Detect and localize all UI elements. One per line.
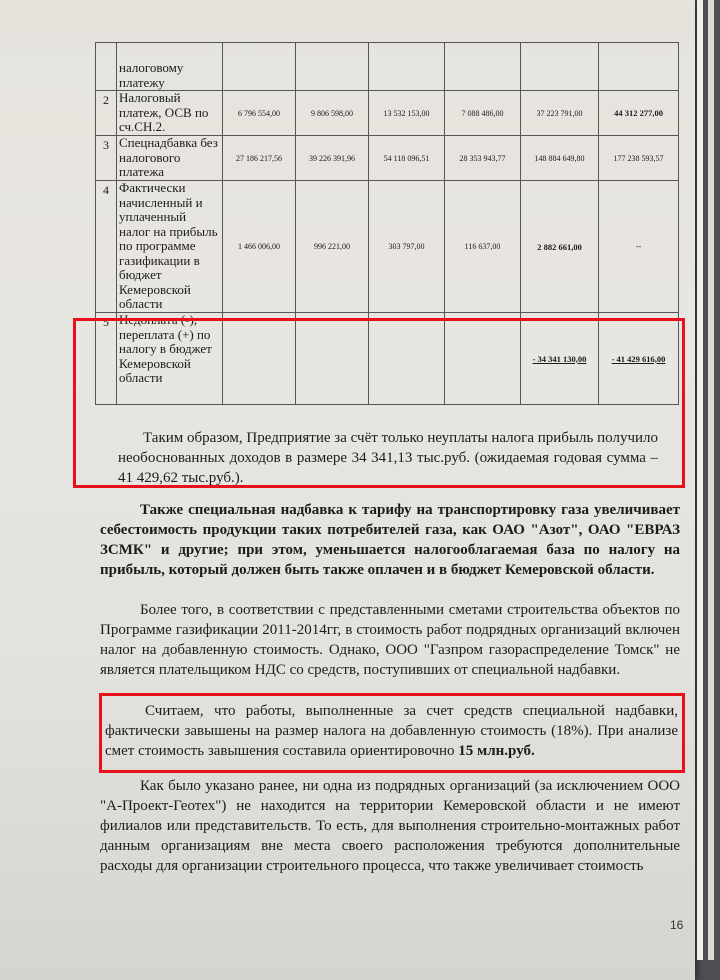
table-cell: 39 226 391,96 (296, 136, 369, 181)
row-index: 5 (96, 313, 117, 405)
row-name: Недоплата (-), переплата (+) по налогу в бюджет Кемеровской области (117, 313, 223, 405)
row-index: 4 (96, 181, 117, 313)
table-cell: 37 223 791,00 (521, 91, 599, 136)
paper-stack-edge (697, 0, 703, 960)
paper-stack-edge (708, 0, 714, 960)
table-cell: 28 353 943,77 (445, 136, 521, 181)
table-cell: 13 532 153,00 (369, 91, 445, 136)
row-index: 3 (96, 136, 117, 181)
table-cell: -- (599, 181, 679, 313)
table-cell: 1 466 006,00 (223, 181, 296, 313)
surcharge-paragraph: Также специальная надбавка к тарифу на транспортировку газа увеличивает себестоимость продукции таких потребителей газа, как ОАО "Азот", ОАО "ЕВРАЗ ЗСМК" и другие; при этом, уменьшается налогооблагаемая база по налогу на прибыль, который должен быть также оплачен и в бюджет Кемеровской области. (100, 502, 680, 578)
table-cell: 116 637,00 (445, 181, 521, 313)
overstatement-amount: 15 млн.руб. (458, 743, 535, 759)
table-cell (223, 43, 296, 91)
overstatement-text: Считаем, что работы, выполненные за счет средств специальной надбавки, фактически завышены на размер налога на добавленную стоимость (18%). При анализе смет стоимость завышения составила ориентировочно (105, 703, 678, 759)
contractors-paragraph: Как было указано ранее, ни одна из подрядных организаций (за исключением ООО "А-Проект-Геотех") не находится на территории Кемеровской области и не имеют филиалов или представительств. То есть, для выполнения строительно-монтажных работ данным организациям вне места своего расположения требуются дополнительные расходы для организации строительного процесса, что также увеличивает стоимость (100, 778, 680, 874)
table-cell (445, 43, 521, 91)
table-cell (369, 43, 445, 91)
table-cell: 7 088 486,00 (445, 91, 521, 136)
table-row (96, 91, 679, 136)
vat-paragraph: Более того, в соответствии с представленными сметами строительства объектов по Программе газификации 2011-2014гг, в стоимость работ подрядных организаций включен налог на добавленную стоимость. Однако, ООО "Газпром газораспределение Томск" не является плательщиком НДС со средств, поступивших от специальной надбавки. (100, 602, 680, 678)
table-cell: 177 238 593,57 (599, 136, 679, 181)
row-index: 2 (96, 91, 117, 136)
table-cell: 9 806 598,00 (296, 91, 369, 136)
row-name: Спецнадбавка без налогового платежа (117, 136, 223, 181)
table-cell: 54 118 096,51 (369, 136, 445, 181)
row-name: налоговому платежу (117, 43, 223, 91)
table-cell: 2 882 661,00 (521, 181, 599, 313)
table-cell: 303 797,00 (369, 181, 445, 313)
table-cell (296, 43, 369, 91)
table-cell (521, 43, 599, 91)
table-row (96, 136, 679, 181)
table-cell: 44 312 277,00 (599, 91, 679, 136)
table-row (96, 181, 679, 313)
table-cell: - 34 341 130,00 (521, 313, 599, 405)
row-name: Налоговый платеж, ОСВ по сч.СН.2. (117, 91, 223, 136)
table-cell: 6 796 554,00 (223, 91, 296, 136)
table-cell: - 41 429 616,00 (599, 313, 679, 405)
table-cell: 27 186 217,56 (223, 136, 296, 181)
page-number: 16 (670, 918, 684, 932)
table-cell (599, 43, 679, 91)
row-name: Фактически начисленный и уплаченный налог на прибыль по программе газификации в бюджет Кемеровской области (117, 181, 223, 313)
table-cell: 996 221,00 (296, 181, 369, 313)
table-row (96, 43, 679, 91)
row-index (96, 43, 117, 91)
conclusion-paragraph: Таким образом, Предприятие за счёт только неуплаты налога прибыль получило необоснованных доходов в размере 34 341,13 тыс.руб. (ожидаемая годовая сумма – 41 429,62 тыс.руб.). (118, 430, 658, 486)
highlight-box-vat (99, 693, 685, 773)
table-cell: 148 884 649,80 (521, 136, 599, 181)
highlight-box-table (73, 318, 685, 488)
